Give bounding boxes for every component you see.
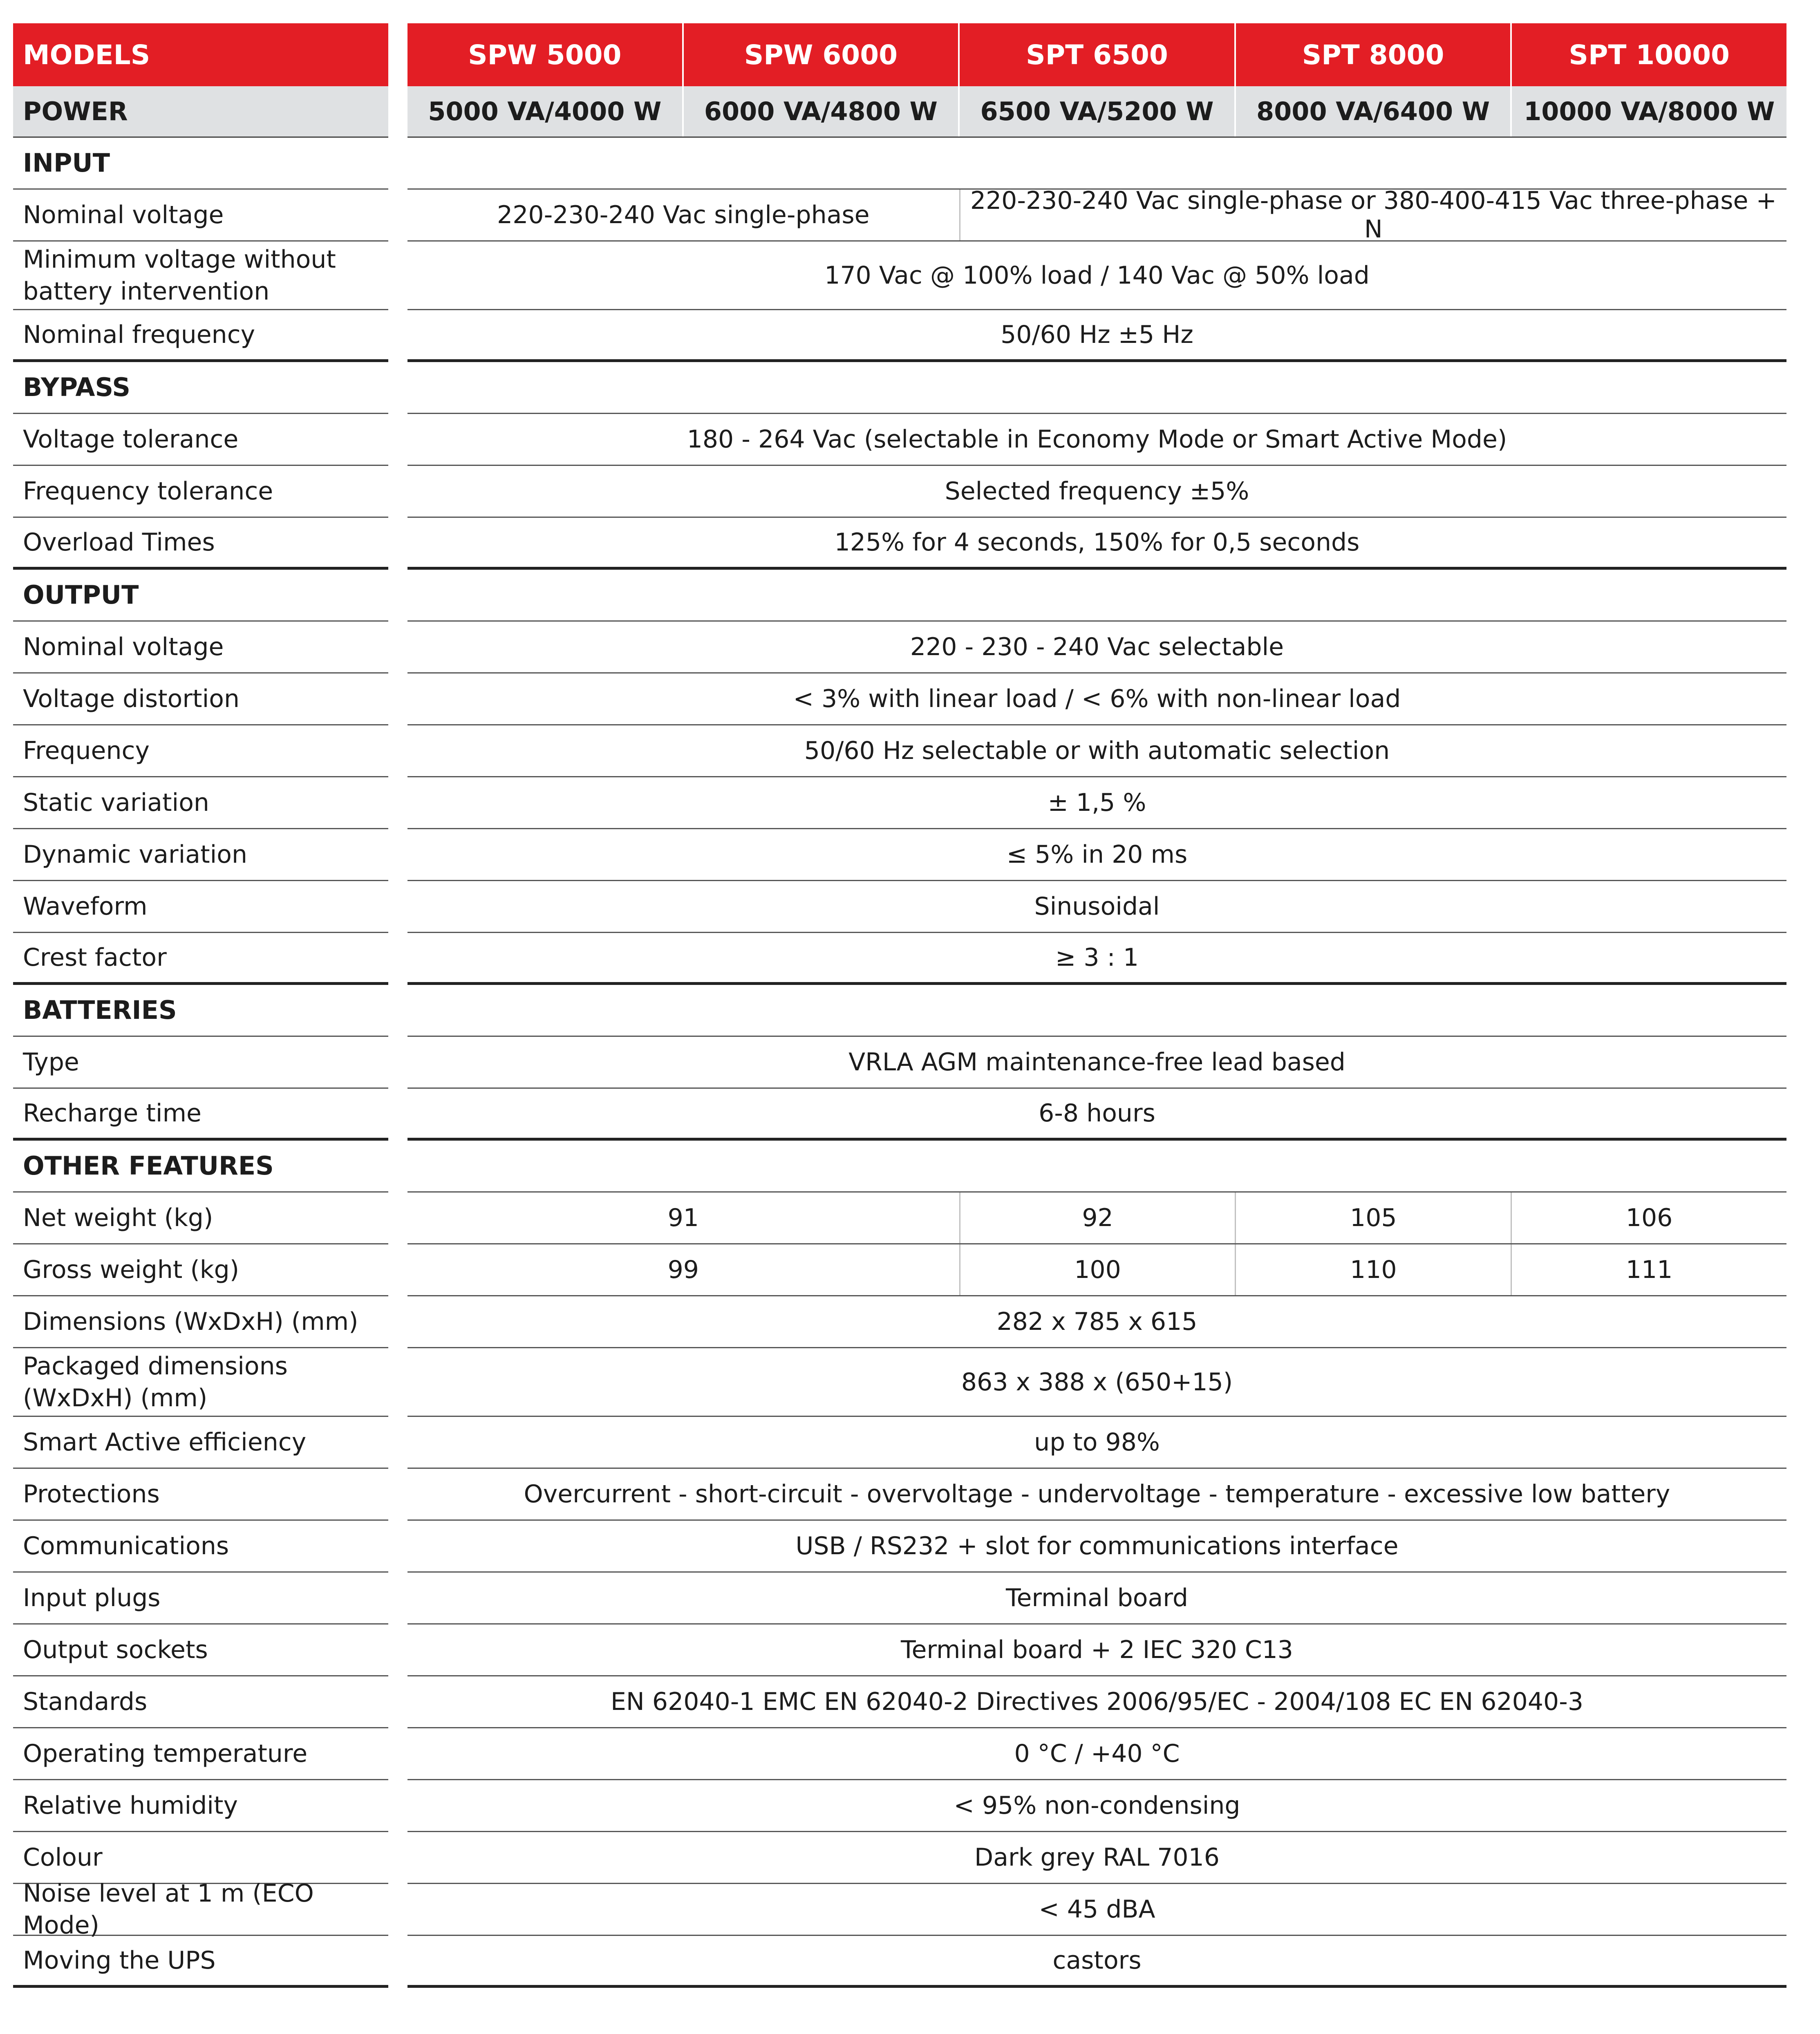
row-recharge-time: 6-8 hours xyxy=(407,1089,1786,1141)
row-label-standards: Standards xyxy=(13,1676,388,1728)
row-relative-humidity: < 95% non-condensing xyxy=(407,1780,1786,1832)
value-cell: 105 xyxy=(1235,1193,1511,1243)
row-overload-times: 125% for 4 seconds, 150% for 0,5 seconds xyxy=(407,518,1786,570)
row-frequency: 50/60 Hz selectable or with automatic selection xyxy=(407,725,1786,777)
row-label-input-nominal-voltage: Nominal voltage xyxy=(13,190,388,242)
row-communications: USB / RS232 + slot for communications interface xyxy=(407,1521,1786,1573)
power-value: 6500 VA/5200 W xyxy=(958,86,1234,136)
row-label-moving-ups: Moving the UPS xyxy=(13,1936,388,1988)
row-smart-active-efficiency: up to 98% xyxy=(407,1417,1786,1469)
value-cell: 106 xyxy=(1511,1193,1786,1243)
row-label-crest-factor: Crest factor xyxy=(13,933,388,985)
model-header: SPT 8000 xyxy=(1234,23,1511,86)
row-protections: Overcurrent - short-circuit - overvoltage - undervoltage - temperature - excessive low battery xyxy=(407,1469,1786,1521)
model-header: SPT 6500 xyxy=(958,23,1234,86)
spec-values-column xyxy=(407,23,1786,1988)
row-standards: EN 62040-1 EMC EN 62040-2 Directives 2006/95/EC - 2004/108 EC EN 62040-3 xyxy=(407,1676,1786,1728)
row-label-dimensions: Dimensions (WxDxH) (mm) xyxy=(13,1296,388,1348)
row-label-min-voltage: Minimum voltage without battery intervention xyxy=(13,242,388,310)
row-label-battery-type: Type xyxy=(13,1037,388,1089)
row-packaged-dimensions: 863 x 388 x (650+15) xyxy=(407,1348,1786,1417)
value-cell: 110 xyxy=(1235,1244,1511,1295)
section-spacer-bypass xyxy=(407,362,1786,414)
row-label-output-nominal-voltage: Nominal voltage xyxy=(13,622,388,674)
row-label-output-sockets: Output sockets xyxy=(13,1625,388,1676)
row-label-communications: Communications xyxy=(13,1521,388,1573)
row-dimensions: 282 x 785 x 615 xyxy=(407,1296,1786,1348)
row-label-net-weight: Net weight (kg) xyxy=(13,1193,388,1244)
row-label-overload-times: Overload Times xyxy=(13,518,388,570)
power-value: 8000 VA/6400 W xyxy=(1234,86,1511,136)
power-row xyxy=(407,86,1786,138)
row-label-frequency-tolerance: Frequency tolerance xyxy=(13,466,388,518)
section-title-batteries: BATTERIES xyxy=(13,985,388,1037)
section-title-input: INPUT xyxy=(13,138,388,190)
section-spacer-input xyxy=(407,138,1786,190)
row-label-packaged-dimensions: Packaged dimensions (WxDxH) (mm) xyxy=(13,1348,388,1417)
row-label-nominal-frequency: Nominal frequency xyxy=(13,310,388,362)
row-voltage-tolerance: 180 - 264 Vac (selectable in Economy Mode or Smart Active Mode) xyxy=(407,414,1786,466)
power-value: 5000 VA/4000 W xyxy=(428,96,662,126)
row-colour: Dark grey RAL 7016 xyxy=(407,1832,1786,1884)
row-moving-ups: castors xyxy=(407,1936,1786,1988)
value-cell: 111 xyxy=(1511,1244,1786,1295)
value-cell: 100 xyxy=(959,1244,1235,1295)
section-title-other-features: OTHER FEATURES xyxy=(13,1141,388,1193)
row-voltage-distortion: < 3% with linear load / < 6% with non-linear load xyxy=(407,674,1786,725)
models-header-label: MODELS xyxy=(13,23,388,86)
row-label-colour: Colour xyxy=(13,1832,388,1884)
model-header: SPW 6000 xyxy=(682,23,958,86)
row-nominal-frequency: 50/60 Hz ±5 Hz xyxy=(407,310,1786,362)
section-title-bypass: BYPASS xyxy=(13,362,388,414)
row-waveform: Sinusoidal xyxy=(407,881,1786,933)
row-min-voltage: 170 Vac @ 100% load / 140 Vac @ 50% load xyxy=(407,242,1786,310)
row-gross-weight xyxy=(407,1244,1786,1296)
power-header-label: POWER xyxy=(13,86,388,138)
row-label-protections: Protections xyxy=(13,1469,388,1521)
row-output-sockets: Terminal board + 2 IEC 320 C13 xyxy=(407,1625,1786,1676)
row-label-smart-active-efficiency: Smart Active efficiency xyxy=(13,1417,388,1469)
row-label-gross-weight: Gross weight (kg) xyxy=(13,1244,388,1296)
row-net-weight xyxy=(407,1193,1786,1244)
row-label-waveform: Waveform xyxy=(13,881,388,933)
row-frequency-tolerance: Selected frequency ±5% xyxy=(407,466,1786,518)
row-label-relative-humidity: Relative humidity xyxy=(13,1780,388,1832)
row-noise-level: < 45 dBA xyxy=(407,1884,1786,1936)
model-header: SPT 10000 xyxy=(1510,23,1786,86)
models-header-row xyxy=(407,23,1786,86)
power-value: 6000 VA/4800 W xyxy=(682,86,958,136)
row-crest-factor: ≥ 3 : 1 xyxy=(407,933,1786,985)
value-cell: 92 xyxy=(959,1193,1235,1243)
row-battery-type: VRLA AGM maintenance-free lead based xyxy=(407,1037,1786,1089)
spec-labels-column xyxy=(13,23,388,1988)
row-dynamic-variation: ≤ 5% in 20 ms xyxy=(407,829,1786,881)
row-label-voltage-tolerance: Voltage tolerance xyxy=(13,414,388,466)
row-input-plugs: Terminal board xyxy=(407,1573,1786,1625)
value-cell: 99 xyxy=(667,1255,699,1284)
row-label-input-plugs: Input plugs xyxy=(13,1573,388,1625)
row-label-frequency: Frequency xyxy=(13,725,388,777)
section-title-output: OUTPUT xyxy=(13,570,388,622)
section-spacer-other xyxy=(407,1141,1786,1193)
row-label-static-variation: Static variation xyxy=(13,777,388,829)
row-output-nominal-voltage: 220 - 230 - 240 Vac selectable xyxy=(407,622,1786,674)
value-cell: 91 xyxy=(667,1204,699,1232)
row-label-voltage-distortion: Voltage distortion xyxy=(13,674,388,725)
row-label-dynamic-variation: Dynamic variation xyxy=(13,829,388,881)
row-operating-temperature: 0 °C / +40 °C xyxy=(407,1728,1786,1780)
power-value: 10000 VA/8000 W xyxy=(1510,86,1786,136)
value-cell: 220-230-240 Vac single-phase or 380-400-415 Vac three-phase + N xyxy=(959,190,1786,240)
row-static-variation: ± 1,5 % xyxy=(407,777,1786,829)
section-spacer-output xyxy=(407,570,1786,622)
row-label-recharge-time: Recharge time xyxy=(13,1089,388,1141)
model-header: SPW 5000 xyxy=(468,39,622,71)
row-label-operating-temperature: Operating temperature xyxy=(13,1728,388,1780)
section-spacer-batteries xyxy=(407,985,1786,1037)
row-input-nominal-voltage xyxy=(407,186,1786,244)
row-label-noise-level: Noise level at 1 m (ECO Mode) xyxy=(13,1884,388,1936)
value-cell: 220-230-240 Vac single-phase xyxy=(497,201,870,229)
